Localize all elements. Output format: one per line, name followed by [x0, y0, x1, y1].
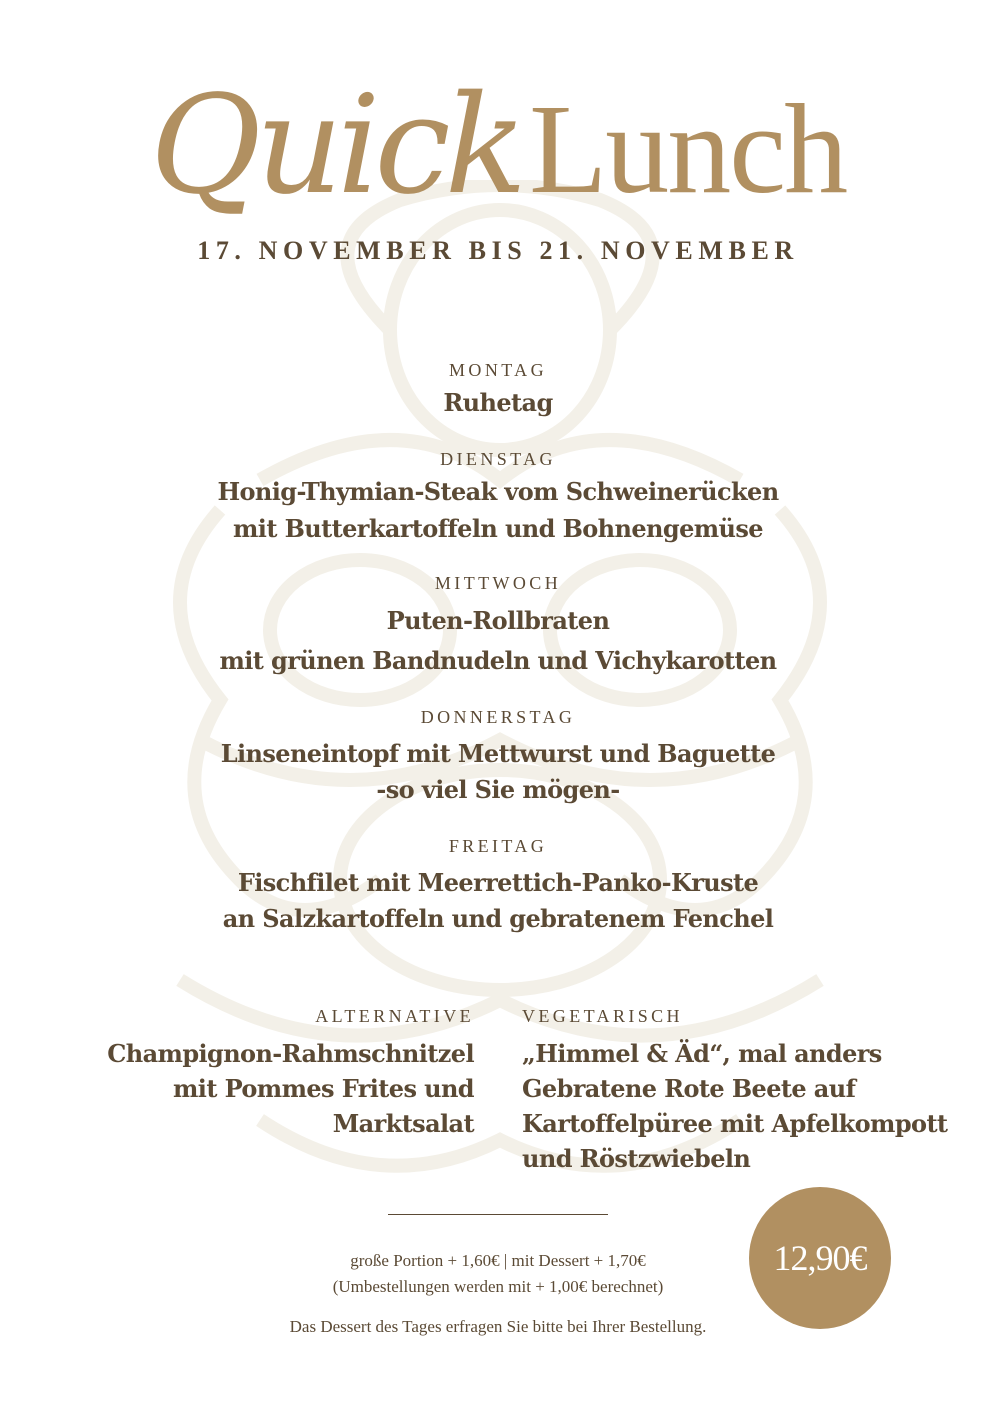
dish-dienstag-line2: mit Butterkartoffeln und Bohnengemüse [233, 514, 763, 543]
title-lunch: Lunch [529, 78, 847, 220]
rebooking-note: (Umbestellungen werden mit + 1,00€ berechnet) [332, 1277, 664, 1296]
dish-donnerstag-line2: -so viel Sie mögen- [376, 775, 620, 804]
vegetarian-dish [522, 1036, 947, 1176]
dish-donnerstag-line1: Linseneintopf mit Mettwurst und Baguette [220, 739, 776, 768]
dish-dienstag-line1: Honig-Thymian-Steak vom Schweinerücken [217, 477, 779, 506]
divider [388, 1214, 608, 1215]
menu-title [0, 67, 996, 225]
dessert-note: Das Dessert des Tages erfragen Sie bitte bei Ihrer Bestellung. [289, 1317, 707, 1336]
date-range: 17. NOVEMBER BIS 21. NOVEMBER [197, 236, 799, 265]
vegetarian-dish-line: Gebratene Rote Beete auf [522, 1074, 856, 1103]
alternative-dish-line: mit Pommes Frites und [173, 1074, 474, 1103]
vegetarian-dish-line: „Himmel & Äd“, mal anders [522, 1039, 882, 1068]
dish-mittwoch-line1: Puten-Rollbraten [386, 606, 610, 635]
dish-freitag-line2: an Salzkartoffeln und gebratenem Fenchel [222, 904, 774, 933]
day-label-mittwoch: MITTWOCH [434, 573, 562, 593]
alternative-dish-line: Champignon-Rahmschnitzel [107, 1039, 474, 1068]
day-label-donnerstag: DONNERSTAG [420, 707, 576, 727]
dish-freitag-line1: Fischfilet mit Meerrettich-Panko-Kruste [237, 868, 759, 897]
price-badge [749, 1187, 891, 1329]
vegetarian-dish-line: und Röstzwiebeln [522, 1144, 751, 1173]
alternative-dish-line: Marktsalat [332, 1109, 474, 1138]
day-label-dienstag: DIENSTAG [440, 449, 556, 469]
title-quick: Quick [149, 67, 522, 225]
vegetarian-dish-line: Kartoffelpüree mit Apfelkompott [522, 1109, 948, 1138]
alternative-label: ALTERNATIVE [315, 1006, 474, 1026]
dish-mittwoch-line2: mit grünen Bandnudeln und Vichykarotten [219, 646, 777, 675]
extras-note: große Portion + 1,60€ | mit Dessert + 1,70€ [350, 1251, 646, 1270]
alternative-dish [107, 1036, 474, 1141]
day-label-montag: MONTAG [449, 360, 547, 380]
dish-montag: Ruhetag [443, 388, 553, 417]
day-label-freitag: FREITAG [448, 836, 548, 856]
price-label: 12,90€ [773, 1238, 867, 1278]
vegetarian-label: VEGETARISCH [522, 1006, 683, 1026]
